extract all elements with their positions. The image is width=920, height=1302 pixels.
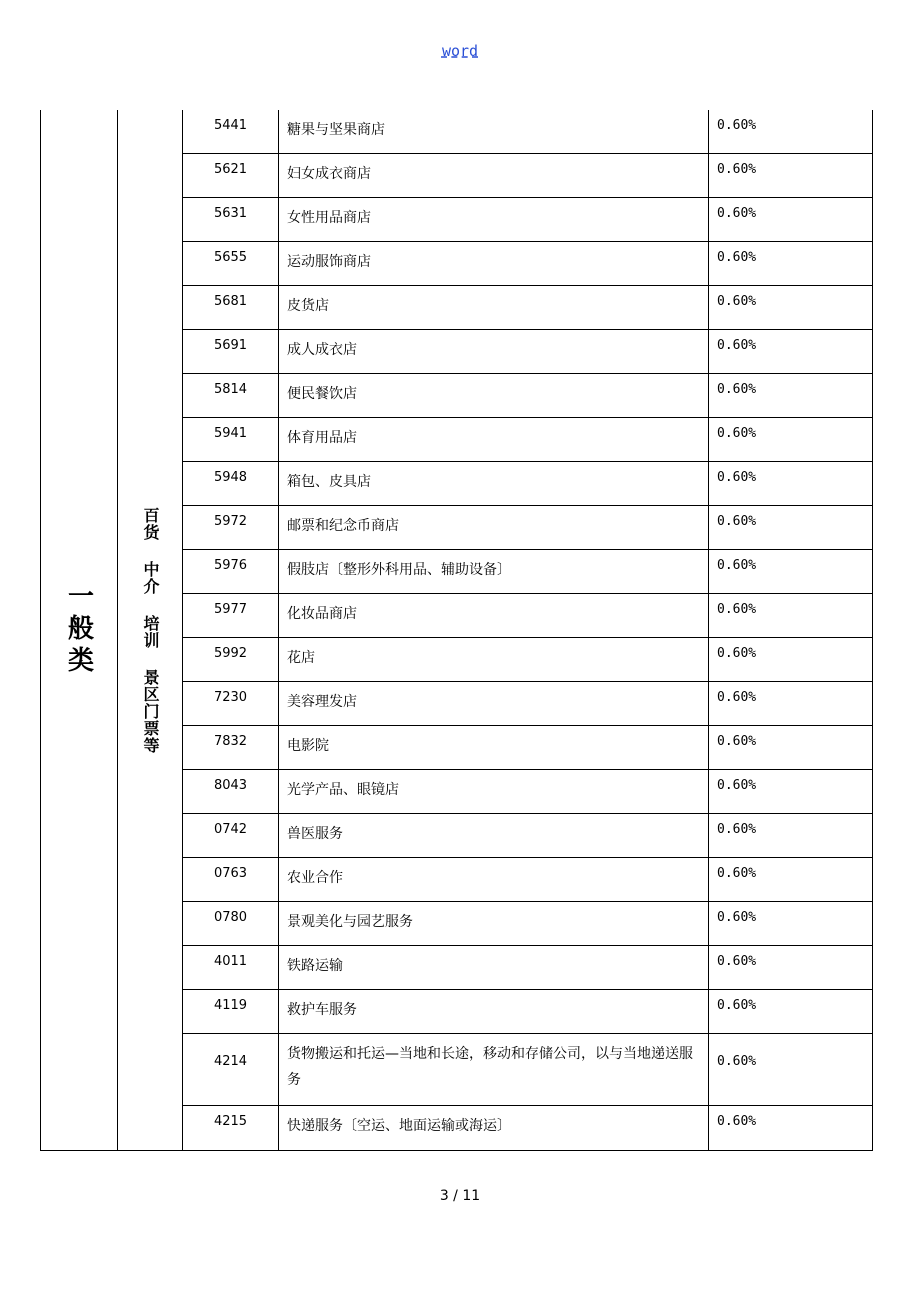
merchant-type: 电影院 <box>278 726 708 769</box>
merchant-type: 救护车服务 <box>278 990 708 1033</box>
category-main-label: 一般类 <box>63 582 94 678</box>
mcc-code: 5621 <box>213 162 248 177</box>
table-row <box>183 814 873 858</box>
merchant-type: 光学产品、眼镜店 <box>278 770 708 813</box>
fee-rate: 0.60% <box>708 506 873 549</box>
mcc-code: 5976 <box>213 558 248 573</box>
mcc-code: 5631 <box>213 206 248 221</box>
table-row <box>183 946 873 990</box>
merchant-type: 便民餐饮店 <box>278 374 708 417</box>
table-row <box>183 638 873 682</box>
category-main <box>41 110 117 1150</box>
fee-rate: 0.60% <box>708 858 873 901</box>
mcc-code: 5977 <box>213 602 248 617</box>
fee-rate: 0.60% <box>708 242 873 285</box>
fee-rate: 0.60% <box>708 110 873 153</box>
category-sub <box>118 110 182 1150</box>
merchant-type: 运动服饰商店 <box>278 242 708 285</box>
merchant-type: 化妆品商店 <box>278 594 708 637</box>
table-row <box>183 154 873 198</box>
merchant-type: 货物搬运和托运—当地和长途，移动和存储公司，以与当地递送服务 <box>278 1034 708 1105</box>
fee-rate: 0.60% <box>708 726 873 769</box>
merchant-type: 皮货店 <box>278 286 708 329</box>
mcc-code: 5441 <box>213 118 248 133</box>
fee-rate: 0.60% <box>708 286 873 329</box>
fee-rate: 0.60% <box>708 374 873 417</box>
merchant-type: 体育用品店 <box>278 418 708 461</box>
fee-rate: 0.60% <box>708 418 873 461</box>
table-row <box>183 550 873 594</box>
table-row <box>183 330 873 374</box>
table-row <box>183 726 873 770</box>
merchant-type: 花店 <box>278 638 708 681</box>
fee-rate: 0.60% <box>708 198 873 241</box>
mcc-code: 5941 <box>213 426 248 441</box>
table-row <box>183 506 873 550</box>
table-row <box>183 858 873 902</box>
page-number: 3 / 11 <box>439 1188 481 1204</box>
mcc-code: 0763 <box>213 866 248 881</box>
mcc-code: 7230 <box>213 690 248 705</box>
mcc-code: 5814 <box>213 382 248 397</box>
merchant-type: 景观美化与园艺服务 <box>278 902 708 945</box>
table-row <box>183 682 873 726</box>
merchant-type: 女性用品商店 <box>278 198 708 241</box>
mcc-code: 5655 <box>213 250 248 265</box>
mcc-code: 4214 <box>213 1054 248 1069</box>
table-row <box>183 1106 873 1150</box>
fee-rate: 0.60% <box>708 462 873 505</box>
merchant-type: 假肢店〔整形外科用品、辅助设备〕 <box>278 550 708 593</box>
category-sub-label: 百货 中介 培训 景区门票等 <box>141 506 160 754</box>
table-row <box>183 374 873 418</box>
mcc-code: 0780 <box>213 910 248 925</box>
merchant-type: 妇女成衣商店 <box>278 154 708 197</box>
table-row <box>183 242 873 286</box>
mcc-code: 5681 <box>213 294 248 309</box>
table-row <box>183 594 873 638</box>
mcc-code: 5972 <box>213 514 248 529</box>
merchant-type: 农业合作 <box>278 858 708 901</box>
fee-rate: 0.60% <box>708 946 873 989</box>
rate-table <box>40 110 873 1151</box>
fee-rate: 0.60% <box>708 550 873 593</box>
mcc-code: 5948 <box>213 470 248 485</box>
merchant-type: 邮票和纪念币商店 <box>278 506 708 549</box>
fee-rate: 0.60% <box>708 638 873 681</box>
table-row <box>183 198 873 242</box>
mcc-code: 8043 <box>213 778 248 793</box>
table-body <box>183 110 873 1150</box>
fee-rate: 0.60% <box>708 902 873 945</box>
table-row <box>183 110 873 154</box>
merchant-type: 美容理发店 <box>278 682 708 725</box>
fee-rate: 0.60% <box>708 770 873 813</box>
table-row <box>183 286 873 330</box>
word-link[interactable]: word <box>441 42 479 60</box>
mcc-code: 5992 <box>213 646 248 661</box>
fee-rate: 0.60% <box>708 990 873 1033</box>
fee-rate: 0.60% <box>708 682 873 725</box>
merchant-type: 铁路运输 <box>278 946 708 989</box>
table-row <box>183 902 873 946</box>
table-row <box>183 418 873 462</box>
fee-rate: 0.60% <box>708 1034 873 1105</box>
table-row <box>183 990 873 1034</box>
merchant-type: 成人成衣店 <box>278 330 708 373</box>
merchant-type: 快递服务〔空运、地面运输或海运〕 <box>278 1106 708 1150</box>
mcc-code: 4119 <box>213 998 248 1013</box>
merchant-type: 兽医服务 <box>278 814 708 857</box>
table-row <box>183 462 873 506</box>
fee-rate: 0.60% <box>708 594 873 637</box>
mcc-code: 4011 <box>213 954 248 969</box>
mcc-code: 7832 <box>213 734 248 749</box>
fee-rate: 0.60% <box>708 814 873 857</box>
mcc-code: 5691 <box>213 338 248 353</box>
fee-rate: 0.60% <box>708 1106 873 1150</box>
mcc-code: 4215 <box>213 1114 248 1129</box>
fee-rate: 0.60% <box>708 330 873 373</box>
table-row <box>183 1034 873 1106</box>
merchant-type: 糖果与坚果商店 <box>278 110 708 153</box>
table-row <box>183 770 873 814</box>
merchant-type: 箱包、皮具店 <box>278 462 708 505</box>
fee-rate: 0.60% <box>708 154 873 197</box>
mcc-code: 0742 <box>213 822 248 837</box>
